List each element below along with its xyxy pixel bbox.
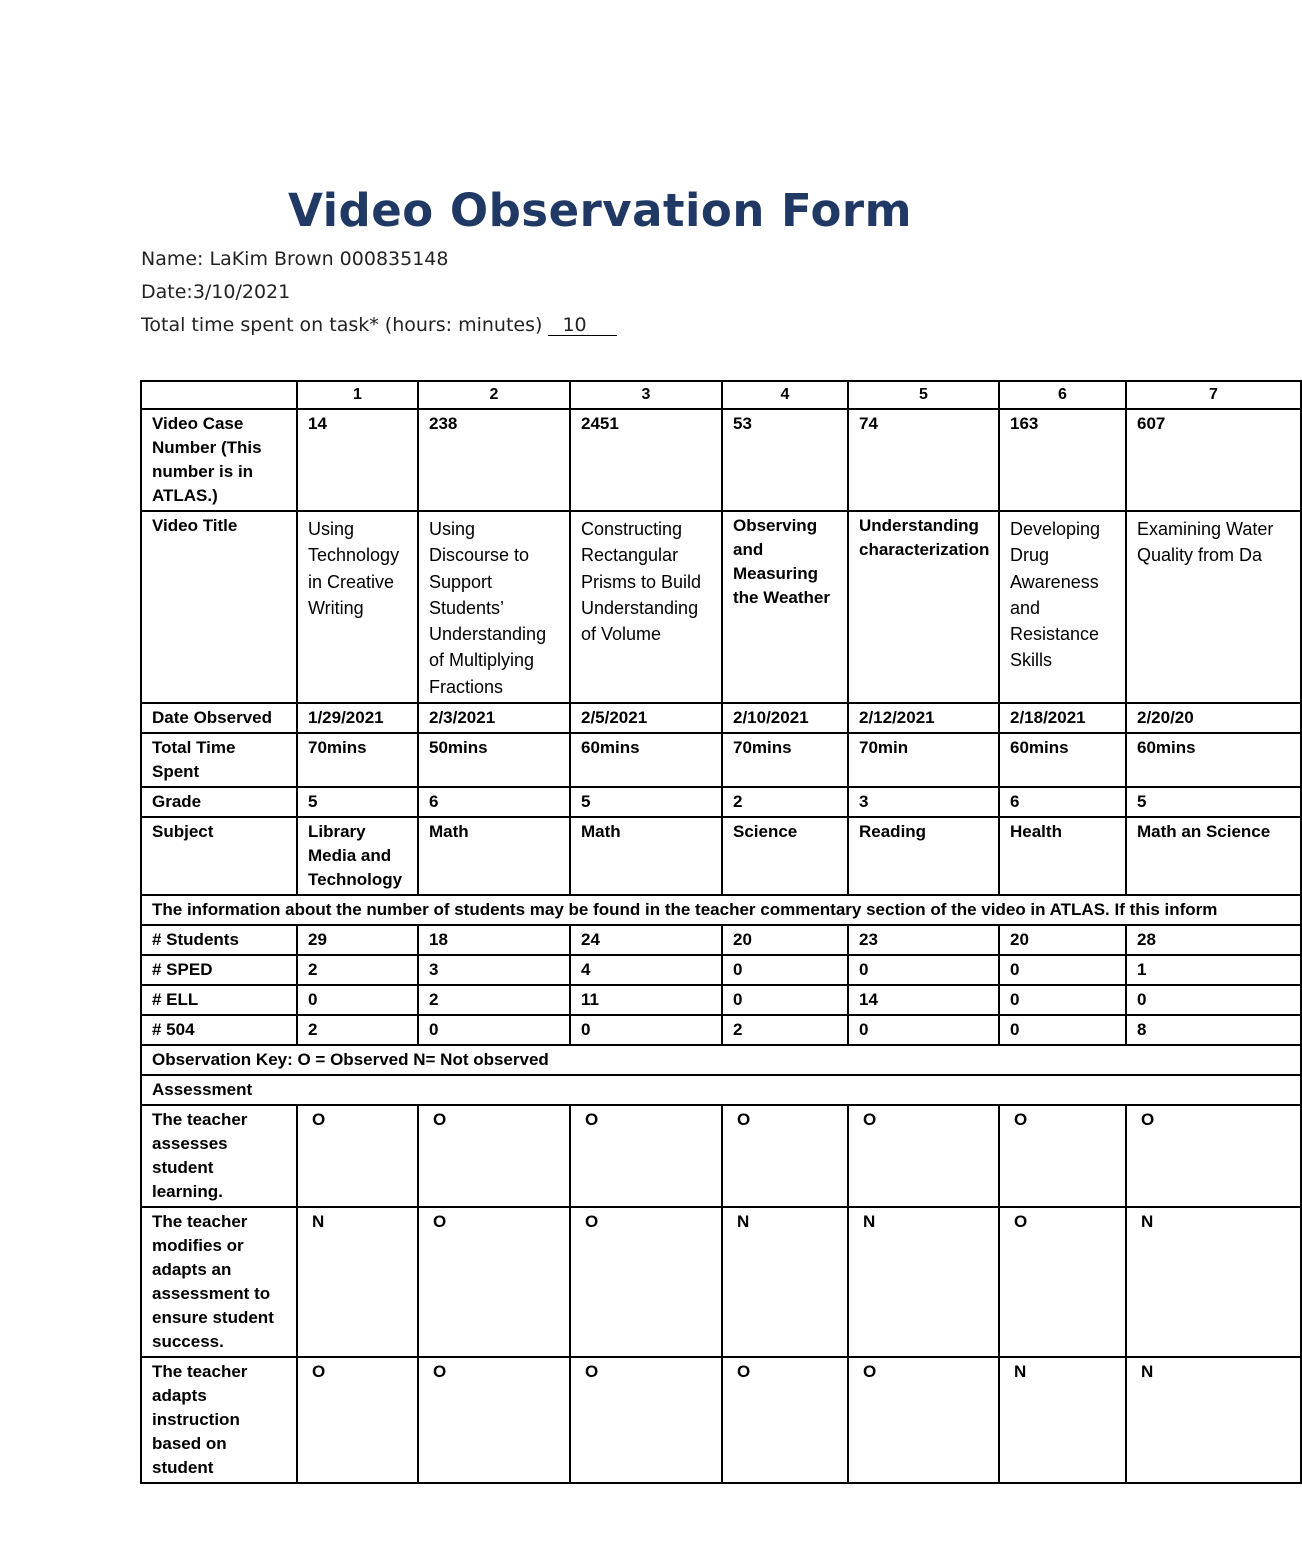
table-cell: O [1126,1105,1301,1207]
video-title-row [141,511,1301,703]
row-label: Total Time Spent [141,733,297,787]
table-cell: 1/29/2021 [297,703,418,733]
table-cell: 0 [570,1015,722,1045]
table-cell: 70mins [722,733,848,787]
students-row [141,925,1301,955]
table-cell: O [999,1105,1126,1207]
row-label: # SPED [141,955,297,985]
table-cell: 0 [999,955,1126,985]
row-label: Grade [141,787,297,817]
corner-cell [141,381,297,409]
table-cell: O [722,1357,848,1483]
form-title: Video Observation Form [288,184,912,237]
observation-key-row [141,1045,1301,1075]
name-line: Name: LaKim Brown 000835148 [141,248,449,270]
table-cell: Examining Water Quality from Da [1126,511,1301,703]
info-note-row [141,895,1301,925]
column-header: 3 [570,381,722,409]
table-cell: 20 [722,925,848,955]
table-cell: 23 [848,925,999,955]
table-cell: 0 [722,985,848,1015]
table-cell: 2/5/2021 [570,703,722,733]
table-cell: 0 [999,985,1126,1015]
table-cell: 0 [297,985,418,1015]
assessment-heading: Assessment [141,1075,1301,1105]
table-cell: 0 [848,955,999,985]
table-cell: N [297,1207,418,1357]
table-cell: Reading [848,817,999,895]
table-cell: 2/3/2021 [418,703,570,733]
time-spent-value: 10 [548,315,616,336]
row-label: Video Title [141,511,297,703]
table-cell: Library Media and Technology [297,817,418,895]
column-header: 2 [418,381,570,409]
table-cell: Developing Drug Awareness and Resistance Skills [999,511,1126,703]
table-cell: Observing and Measuring the Weather [722,511,848,703]
table-cell: O [297,1105,418,1207]
table-cell: 14 [848,985,999,1015]
table-cell: 70min [848,733,999,787]
table-cell: 3 [418,955,570,985]
table-cell: N [1126,1357,1301,1483]
total-time-row [141,733,1301,787]
table-cell: 2 [722,1015,848,1045]
table-cell: 2 [418,985,570,1015]
modifies-assessment-row [141,1207,1301,1357]
table-cell: 2 [297,955,418,985]
grade-row [141,787,1301,817]
table-cell: 0 [418,1015,570,1045]
table-cell: 24 [570,925,722,955]
row-label: The teacher adapts instruction based on student [141,1357,297,1483]
row-label: Date Observed [141,703,297,733]
table-cell: 6 [418,787,570,817]
table-cell: O [570,1207,722,1357]
adapts-instruction-row [141,1357,1301,1483]
table-cell: Math [570,817,722,895]
table-cell: Math an Science [1126,817,1301,895]
table-cell: 2 [722,787,848,817]
table-cell: 2/18/2021 [999,703,1126,733]
table-cell: 238 [418,409,570,511]
assessment-heading-row [141,1075,1301,1105]
table-cell: O [418,1207,570,1357]
table-cell: 2/12/2021 [848,703,999,733]
table-cell: 5 [297,787,418,817]
table-cell: N [722,1207,848,1357]
row-label: Video Case Number (This number is in ATLAS.) [141,409,297,511]
table-cell: 50mins [418,733,570,787]
table-cell: O [999,1207,1126,1357]
table-cell: 3 [848,787,999,817]
column-header: 7 [1126,381,1301,409]
table-cell: 2451 [570,409,722,511]
table-cell: O [570,1357,722,1483]
observation-key: Observation Key: O = Observed N= Not observed [141,1045,1301,1075]
table-cell: 18 [418,925,570,955]
column-header: 4 [722,381,848,409]
time-spent-label: Total time spent on task* (hours: minutes) [141,314,543,336]
s504-row [141,1015,1301,1045]
table-cell: Using Discourse to Support Students’ Understanding of Multiplying Fractions [418,511,570,703]
column-header: 5 [848,381,999,409]
table-cell: 60mins [1126,733,1301,787]
column-header-row [141,381,1301,409]
sped-row [141,955,1301,985]
table-cell: 5 [570,787,722,817]
ell-row [141,985,1301,1015]
table-cell: 11 [570,985,722,1015]
table-cell: 14 [297,409,418,511]
table-cell: N [999,1357,1126,1483]
table-cell: 60mins [999,733,1126,787]
table-cell: 2/20/20 [1126,703,1301,733]
table-cell: 74 [848,409,999,511]
table-cell: 5 [1126,787,1301,817]
observation-table [140,380,1274,1484]
table-cell: 0 [1126,985,1301,1015]
table-cell: Science [722,817,848,895]
table-cell: 1 [1126,955,1301,985]
table-cell: Math [418,817,570,895]
assess-student-learning-row [141,1105,1301,1207]
table-cell: Constructing Rectangular Prisms to Build Understanding of Volume [570,511,722,703]
row-label: Subject [141,817,297,895]
table-cell: 4 [570,955,722,985]
table-cell: 2/10/2021 [722,703,848,733]
table-cell: 163 [999,409,1126,511]
column-header: 1 [297,381,418,409]
info-note: The information about the number of students may be found in the teacher commentary section of the video in ATLAS. If this inform [141,895,1301,925]
row-label: # Students [141,925,297,955]
subject-row [141,817,1301,895]
table-cell: Understanding characterization [848,511,999,703]
table-cell: Using Technology in Creative Writing [297,511,418,703]
table-cell: 0 [999,1015,1126,1045]
table-cell: 70mins [297,733,418,787]
table-cell: 6 [999,787,1126,817]
table-cell: 60mins [570,733,722,787]
column-header: 6 [999,381,1126,409]
table-cell: O [722,1105,848,1207]
table-cell: O [848,1357,999,1483]
time-spent-line [141,314,617,336]
table-cell: O [418,1357,570,1483]
table-cell: 8 [1126,1015,1301,1045]
table-cell: 28 [1126,925,1301,955]
table-cell: 2 [297,1015,418,1045]
table-cell: O [418,1105,570,1207]
row-label: The teacher assesses student learning. [141,1105,297,1207]
row-label: # ELL [141,985,297,1015]
table-cell: N [1126,1207,1301,1357]
table-cell: 20 [999,925,1126,955]
table-cell: O [570,1105,722,1207]
table-cell: 0 [722,955,848,985]
row-label: The teacher modifies or adapts an assessment to ensure student success. [141,1207,297,1357]
table-cell: 29 [297,925,418,955]
table-cell: 53 [722,409,848,511]
table-cell: 607 [1126,409,1301,511]
table-cell: Health [999,817,1126,895]
table-cell: N [848,1207,999,1357]
date-line: Date:3/10/2021 [141,281,291,303]
date-observed-row [141,703,1301,733]
row-label: # 504 [141,1015,297,1045]
video-case-row [141,409,1301,511]
table-cell: O [848,1105,999,1207]
table-cell: 0 [848,1015,999,1045]
table-cell: O [297,1357,418,1483]
